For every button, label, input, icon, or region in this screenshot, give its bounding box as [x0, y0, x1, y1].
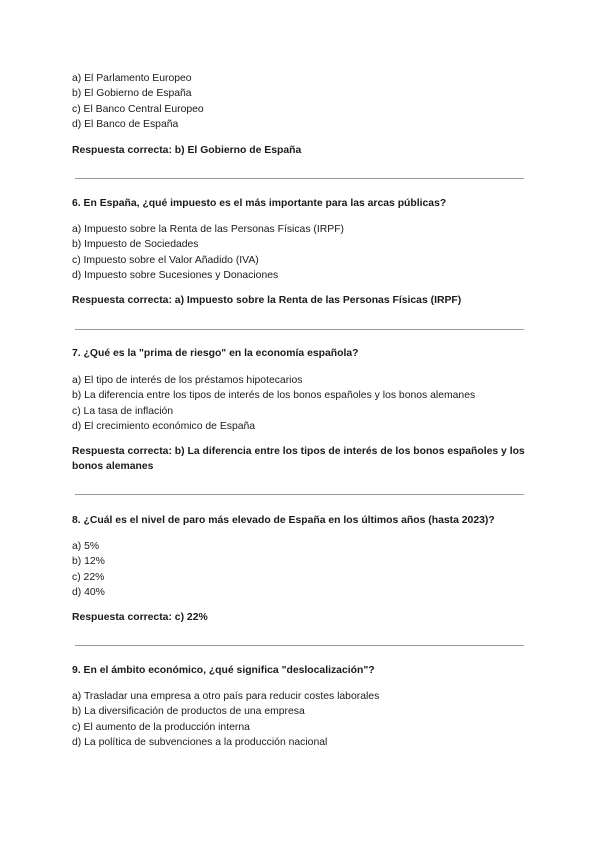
question-6-heading [72, 196, 528, 211]
separator-line [75, 329, 524, 330]
option-c: c) Impuesto sobre el Valor Añadido (IVA) [72, 254, 259, 266]
option-b: b) La diferencia entre los tipos de interés de los bonos españoles y los bonos alemanes [72, 390, 476, 402]
option-a: a) El Parlamento Europeo [72, 73, 192, 84]
question-5-options [72, 71, 528, 132]
correct-answer: Respuesta correcta: c) 22% [72, 612, 208, 623]
question-8-answer-block [72, 610, 528, 625]
question-9-options [72, 689, 528, 750]
question-5-answer-block [72, 143, 528, 158]
question-7-answer-block [72, 444, 528, 474]
option-a: a) 5% [72, 541, 100, 552]
option-b: b) El Gobierno de España [72, 88, 192, 100]
option-d: d) El Banco de España [72, 118, 179, 130]
option-d: d) La política de subvenciones a la producción nacional [72, 736, 328, 748]
option-b: b) La diversificación de productos de una empresa [72, 706, 305, 718]
correct-answer: Respuesta correcta: b) La diferencia entre los tipos de interés de los bonos españoles y los bonos alemanes [72, 446, 525, 472]
question-text: 6. En España, ¿qué impuesto es el más importante para las arcas públicas? [72, 198, 447, 209]
option-b: b) Impuesto de Sociedades [72, 239, 199, 251]
question-6-options [72, 222, 528, 283]
option-a: a) El tipo de interés de los préstamos hipotecarios [72, 375, 303, 386]
option-d: d) El crecimiento económico de España [72, 420, 256, 432]
option-d: d) 40% [72, 586, 105, 598]
separator-line [75, 494, 524, 495]
option-c: c) El aumento de la producción interna [72, 721, 250, 733]
question-6-answer-block [72, 293, 528, 308]
question-9-heading [72, 663, 528, 678]
correct-answer: Respuesta correcta: a) Impuesto sobre la Renta de las Personas Físicas (IRPF) [72, 295, 462, 306]
separator-line [75, 645, 524, 646]
option-d: d) Impuesto sobre Sucesiones y Donaciones [72, 269, 279, 281]
option-a: a) Impuesto sobre la Renta de las Personas Físicas (IRPF) [72, 224, 344, 235]
question-8-options [72, 539, 528, 600]
option-b: b) 12% [72, 556, 105, 568]
question-text: 8. ¿Cuál es el nivel de paro más elevado de España en los últimos años (hasta 2023)? [72, 515, 495, 526]
question-8-heading [72, 513, 528, 528]
question-text: 7. ¿Qué es la "prima de riesgo" en la economía española? [72, 348, 359, 359]
option-c: c) La tasa de inflación [72, 405, 174, 417]
separator-line [75, 178, 524, 179]
question-7-heading [72, 346, 528, 361]
question-7-options [72, 373, 528, 434]
option-c: c) 22% [72, 571, 105, 583]
correct-answer: Respuesta correcta: b) El Gobierno de España [72, 145, 302, 156]
option-c: c) El Banco Central Europeo [72, 103, 204, 115]
question-text: 9. En el ámbito económico, ¿qué significa "deslocalización"? [72, 665, 375, 676]
option-a: a) Trasladar una empresa a otro país para reducir costes laborales [72, 691, 380, 702]
